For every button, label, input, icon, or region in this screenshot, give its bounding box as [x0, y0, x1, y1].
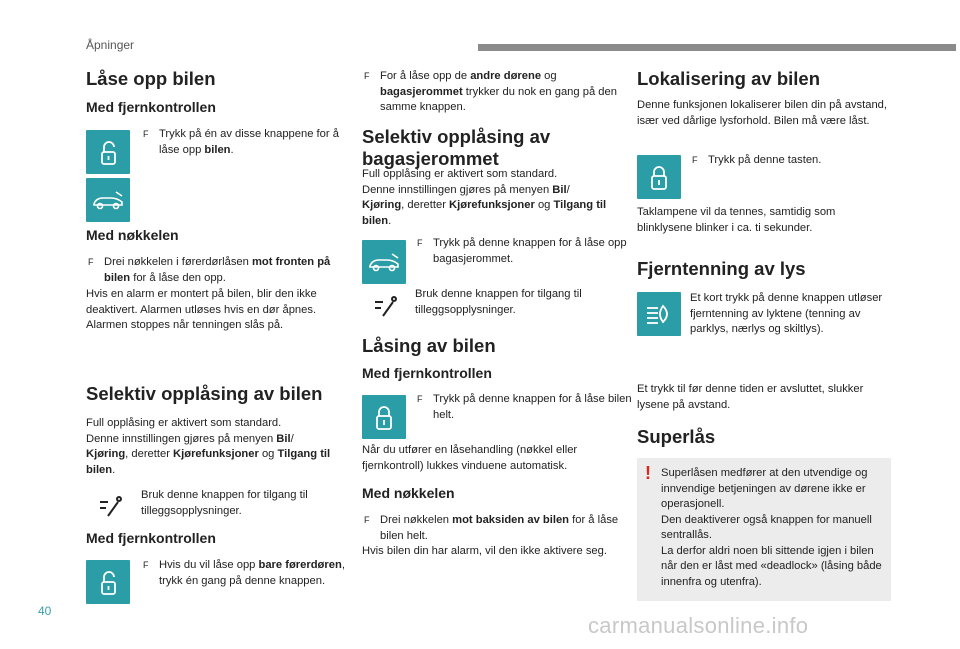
lock-title: Låsing av bilen — [362, 335, 496, 356]
key-paragraph: Hvis en alarm er montert på bilen, blir den ikke deaktivert. Alarmen utløses hvis en dør åpnes. Alarmen stoppes når tenningen slås på. — [86, 288, 317, 331]
lock-remote-heading: Med fjernkontrollen — [362, 365, 492, 381]
access-text: Bruk denne knappen for tilgang til tilleggsopplysninger. — [141, 489, 308, 517]
bullet-mark: F — [143, 129, 149, 139]
bullet-mark: F — [417, 394, 423, 404]
info-pen-icon-2 — [371, 292, 401, 322]
key-heading: Med nøkkelen — [86, 227, 179, 243]
locate-bullet: F Trykk på denne tasten. — [690, 153, 908, 169]
headlight-icon — [637, 292, 681, 336]
bullet-mark: F — [364, 71, 370, 81]
page-number: 40 — [38, 604, 52, 618]
remote-heading: Med fjernkontrollen — [86, 99, 216, 115]
unlock-button-icon — [86, 130, 130, 174]
info-pen-icon — [96, 492, 126, 522]
bullet-mark: F — [88, 257, 94, 267]
other-doors-bullet: F For å låse opp de andre dørene og bagasjerommet trykker du nok en gang på den samme knappen. — [364, 70, 617, 113]
watermark: carmanualsonline.info — [588, 613, 809, 638]
lock-key-heading: Med nøkkelen — [362, 485, 455, 501]
bullet-mark: F — [143, 560, 149, 570]
header-bar — [478, 44, 956, 51]
trunk-access-text: Bruk denne knappen for tilgang til tilleggsopplysninger. — [415, 288, 582, 316]
bullet-mark: F — [417, 238, 423, 248]
remote-bullet: F Trykk på én av disse knappene for å låse opp bilen. — [143, 128, 339, 156]
lock-button-icon — [362, 395, 406, 439]
lock-bullet: F Trykk på denne knappen for å låse bilen helt. — [417, 393, 632, 421]
warning-icon: ! — [645, 463, 651, 483]
bullet-mark: F — [692, 155, 698, 165]
unlock-driver-icon — [86, 560, 130, 604]
lights-title: Fjerntenning av lys — [637, 258, 806, 279]
lock-paragraph: Når du utfører en låsehandling (nøkkel eller fjernkontroll) lukkes vinduene automatisk. — [362, 444, 578, 472]
deadlock-note-text: Superlåsen medfører at den utvendige og innvendige betjeningen av dørene ikke er operasjonell. Den deaktiverer også knappen for manuell sentrallås. La derfor aldri noen bli sittende igjen i bilen når den er låst med «deadlock» (låsing både innenfra og utenfra). — [661, 467, 882, 588]
lights-text: Et kort trykk på denne knappen utløser fjerntenning av lyktene (tenning av parklys, nærlys og skiltlys). — [690, 292, 883, 335]
locate-title: Lokalisering av bilen — [637, 68, 821, 89]
deadlock-title: Superlås — [637, 426, 716, 447]
trunk-button-icon — [362, 240, 406, 284]
locate-paragraph-2: Taklampene vil da tennes, samtidig som blinklysene blinker i ca. ti sekunder. — [637, 206, 836, 234]
lock-key-paragraph: Hvis bilen din har alarm, vil den ikke aktivere seg. — [362, 545, 607, 557]
locate-button-icon — [637, 155, 681, 199]
trunk-paragraph: Full opplåsing er aktivert som standard. Denne innstillingen gjøres på menyen Bil/ Kjøring, deretter Kjørefunksjoner og Tilgang til bilen. — [362, 168, 607, 227]
bullet-mark: F — [364, 515, 370, 525]
section-header: Åpninger — [86, 38, 135, 52]
remote2-heading: Med fjernkontrollen — [86, 530, 216, 546]
lock-key-bullet: F Drei nøkkelen mot baksiden av bilen for å låse bilen helt. — [364, 514, 619, 542]
key-bullet: F Drei nøkkelen i førerdørlåsen mot fronten på bilen for å låse den opp. — [88, 256, 331, 284]
trunk-bullet: F Trykk på denne knappen for å låse opp bagasjerommet. — [417, 237, 627, 265]
unlock-title: Låse opp bilen — [86, 68, 216, 89]
lights-paragraph: Et trykk til før denne tiden er avsluttet, slukker lysene på avstand. — [637, 383, 864, 411]
selective-title: Selektiv opplåsing av bilen — [86, 383, 323, 404]
trunk-unlock-icon — [86, 178, 130, 222]
trunk-title: Selektiv opplåsing av bagasjerommet — [362, 126, 551, 169]
selective-paragraph: Full opplåsing er aktivert som standard. Denne innstillingen gjøres på menyen Bil/ Kjøring, deretter Kjørefunksjoner og Tilgang til bilen. — [86, 417, 331, 476]
remote2-bullet: F Hvis du vil låse opp bare førerdøren, trykk én gang på denne knappen. — [143, 559, 345, 587]
locate-paragraph: Denne funksjonen lokaliserer bilen din på avstand, især ved dårlige lysforhold. Bilen må være låst. — [637, 99, 888, 127]
